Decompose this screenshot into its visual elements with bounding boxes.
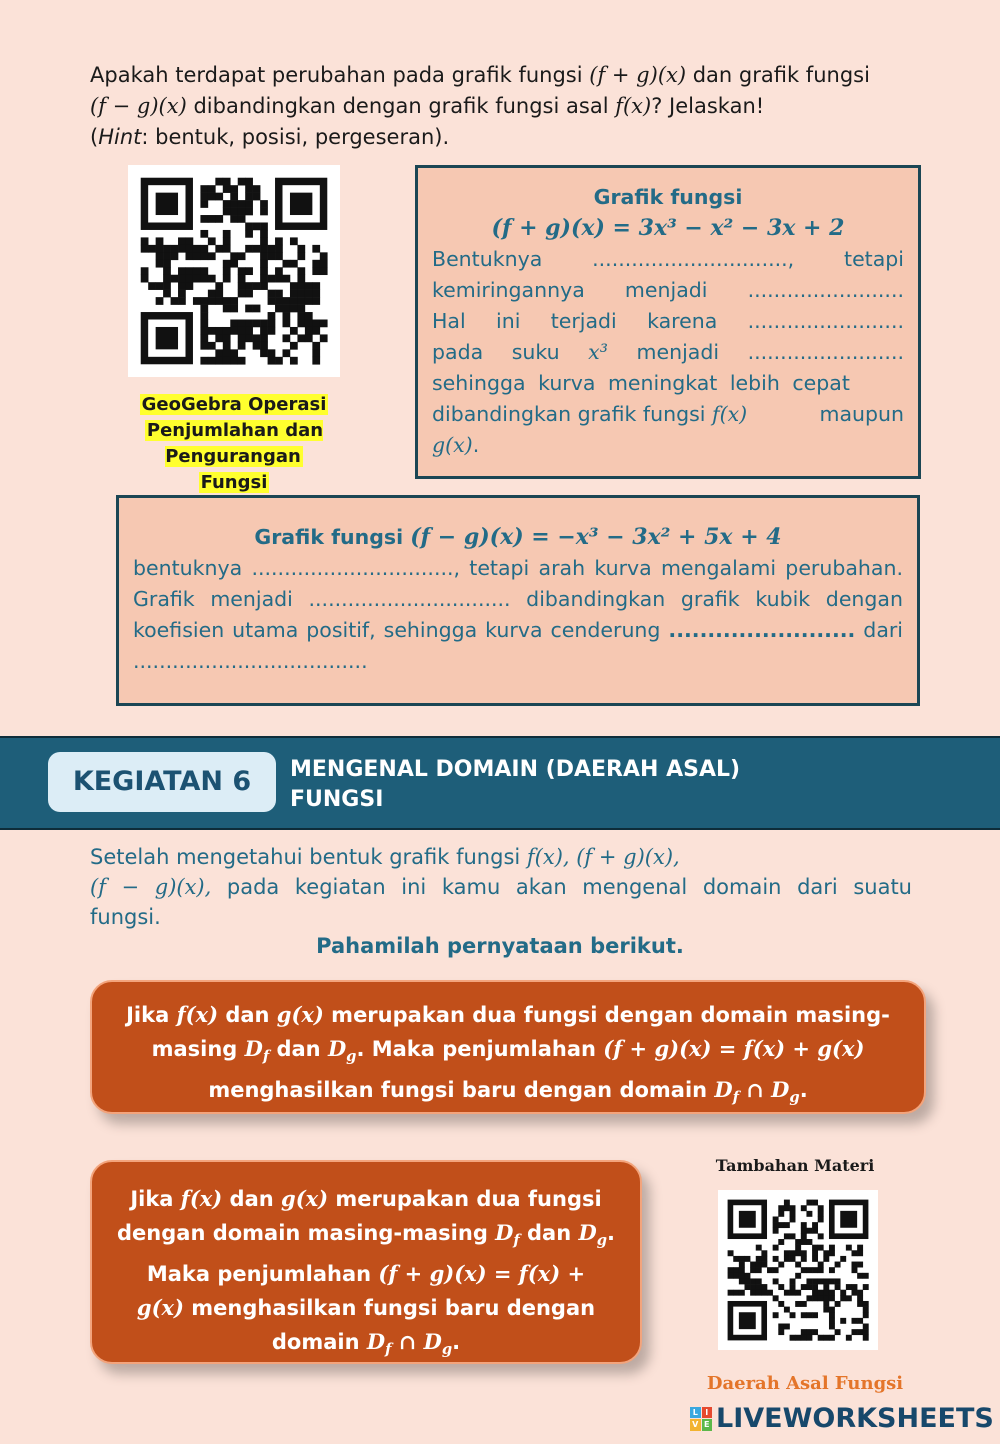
graph-sum-exercise-box: Grafik fungsi (f + g)(x) = 3x³ − x² − 3x + 2 Bentuknya .............................., tetapi kemiringannya menjadi ........................ Hal ini terjadi karena ........................ pada suku x³ menjadi ........................ sehingga kurva meningkat lebih cepat dibandingkan grafik fungsi f(x) maupun g(x). xyxy=(415,165,921,479)
extra-material-title: Tambahan Materi xyxy=(715,1156,875,1175)
qr-code-icon xyxy=(128,165,340,377)
definition-card-2: Jika f(x) dan g(x) merupakan dua fungsi dengan domain masing-masing $D_f$ dan $D_g$. Maka penjumlahan (f + g)(x) = f(x) + g(x) menghasilkan fungsi baru dengan domain $D_f$ ∩ $D_g$. xyxy=(90,1160,642,1364)
activity-intro: Setelah mengetahui bentuk grafik fungsi f(x), (f + g)(x), (f − g)(x), pada kegiatan ini kamu akan mengenal domain dari suatu fungsi. xyxy=(90,845,912,929)
answer-blank[interactable]: .............................., xyxy=(592,247,795,271)
extra-material-caption: Daerah Asal Fungsi xyxy=(706,1373,904,1394)
qr-code-caption: GeoGebra Operasi Penjumlahan dan Pengurangan Fungsi xyxy=(141,394,327,493)
liveworksheets-brand xyxy=(690,1403,994,1434)
definition-card-1: Jika f(x) dan g(x) merupakan dua fungsi dengan domain masing- masing $D_f$ dan $D_g$. Maka penjumlahan (f + g)(x) = f(x) + g(x) menghasilkan fungsi baru dengan domain $D_f$ ∩ $D_g$. xyxy=(90,980,926,1114)
hint-word: Hint xyxy=(98,125,142,149)
answer-blank[interactable]: ........................ xyxy=(747,309,904,333)
answer-blank[interactable]: ........................ xyxy=(668,618,856,642)
liveworksheets-logo-icon: L I V E xyxy=(690,1407,712,1431)
activity-title: MENGENAL DOMAIN (DAERAH ASAL) FUNGSI xyxy=(290,757,741,812)
question-text: Apakah terdapat perubahan pada grafik fungsi (f + g)(x) dan grafik fungsi (f − g)(x) dibandingkan dengan grafik fungsi asal f(x)? Jelaskan! (Hint: bentuk, posisi, pergeseran). xyxy=(90,63,870,149)
box-formula: (f + g)(x) = 3x³ − x² − 3x + 2 xyxy=(491,215,845,241)
brand-name: LIVEWORKSHEETS xyxy=(716,1403,994,1434)
instruction-text: Pahamilah pernyataan berikut. xyxy=(316,934,684,958)
box-title: Grafik fungsi xyxy=(593,185,743,209)
answer-blank[interactable]: ........................ xyxy=(747,340,904,364)
graph-difference-exercise-box xyxy=(116,495,920,706)
answer-blank[interactable]: ........................ xyxy=(747,278,904,302)
qr-code-icon xyxy=(718,1190,878,1350)
qr-code-geogebra[interactable] xyxy=(128,165,340,377)
activity-label: KEGIATAN 6 xyxy=(48,752,276,812)
box-body: bentuknya ..............................., tetapi arah kurva mengalami perubahan. Grafik menjadi ............................... dibandingkan grafik kubik dengan koefisien utama positif, sehingga kurva cenderung ........................ dari .................................... xyxy=(133,556,904,673)
box-title: Grafik fungsi (f − g)(x) = −x³ − 3x² + 5x + 4 xyxy=(254,524,782,550)
qr-code-extra-material[interactable] xyxy=(718,1190,878,1350)
